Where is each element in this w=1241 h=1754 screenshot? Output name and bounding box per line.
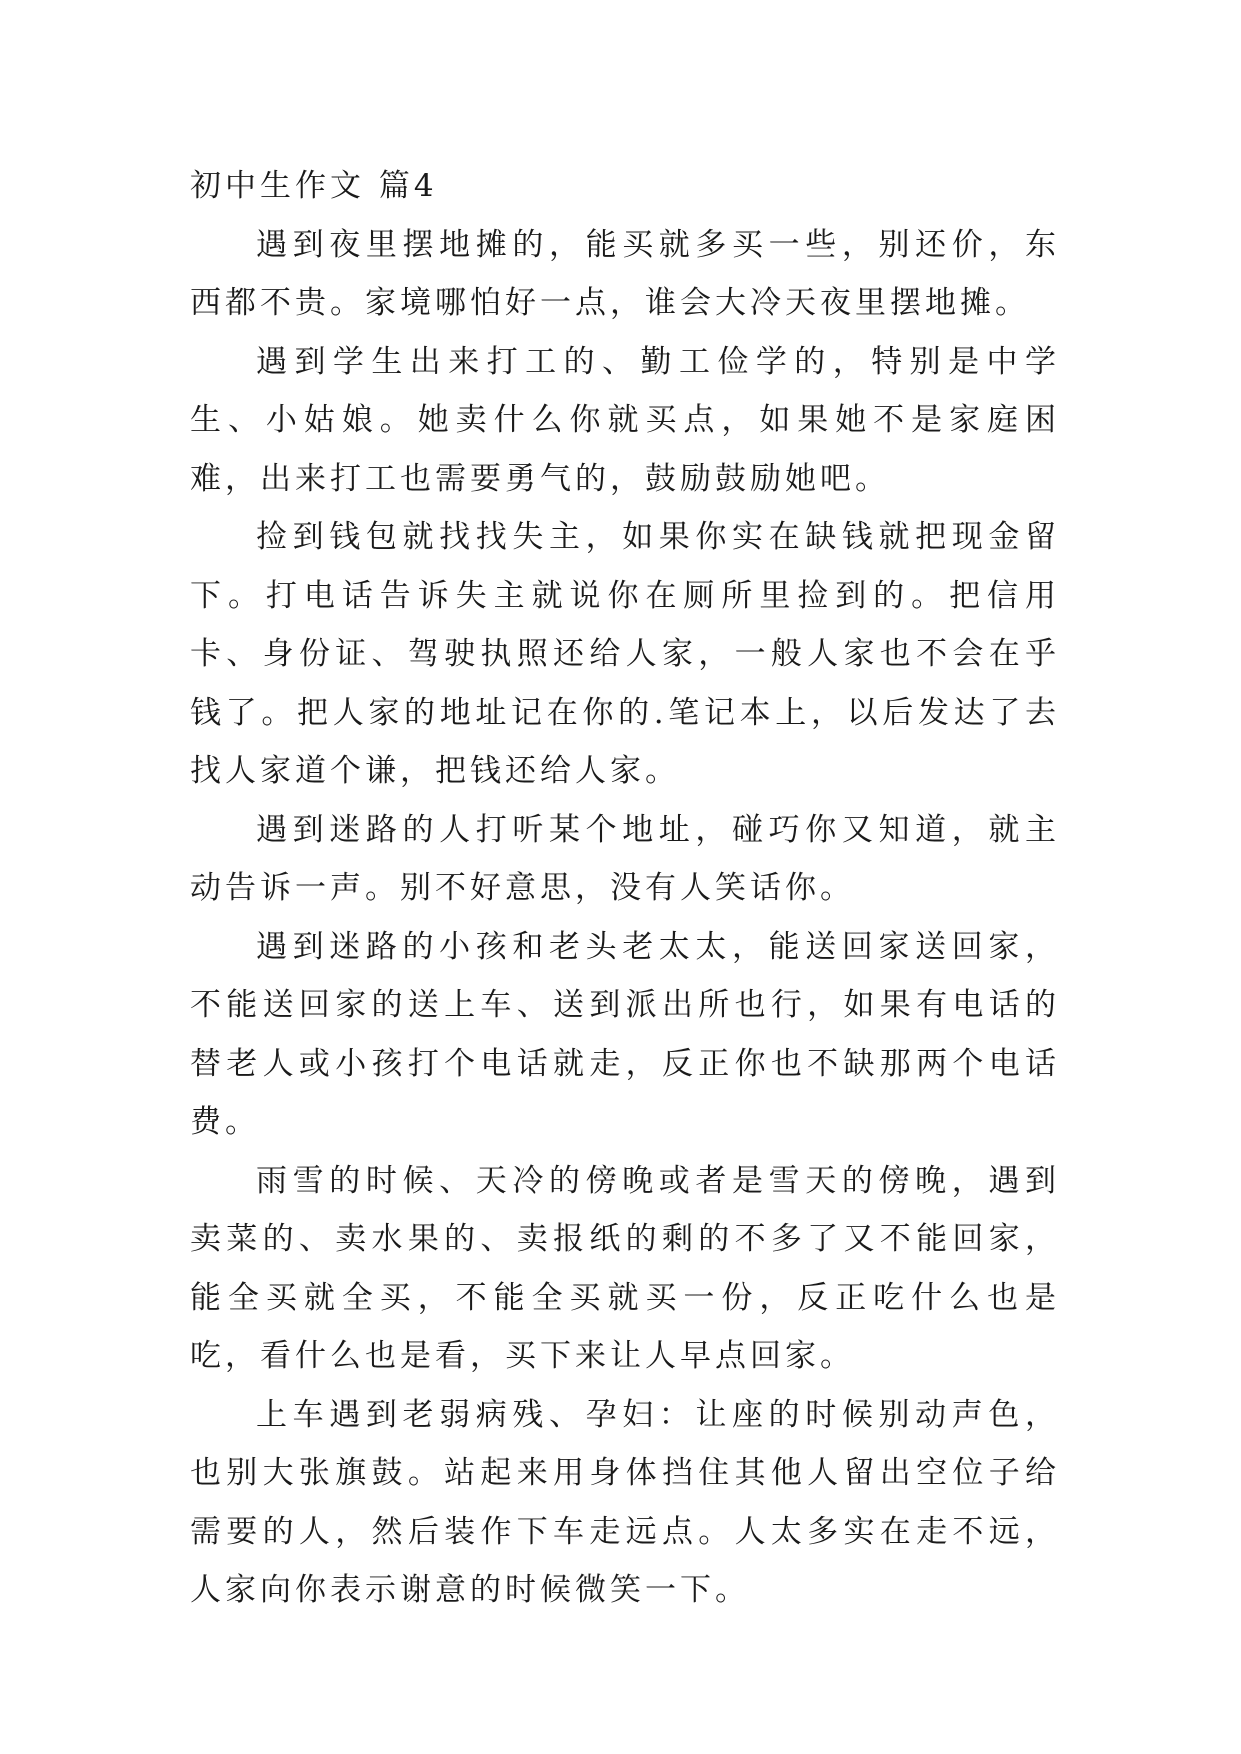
document-body — [190, 157, 1060, 1620]
paragraph: 捡到钱包就找找失主，如果你实在缺钱就把现金留下。打电话告诉失主就说你在厕所里捡到的。把信用卡、身份证、驾驶执照还给人家，一般人家也不会在乎钱了。把人家的地址记在你的.笔记本上，以后发达了去找人家道个谦，把钱还给人家。 — [190, 519, 1060, 789]
paragraph: 遇到夜里摆地摊的，能买就多买一些，别还价，东西都不贵。家境哪怕好一点，谁会大冷天夜里摆地摊。 — [190, 226, 1060, 321]
paragraph: 遇到迷路的人打听某个地址，碰巧你又知道，就主动告诉一声。别不好意思，没有人笑话你。 — [190, 811, 1060, 906]
paragraph: 遇到学生出来打工的、勤工俭学的，特别是中学生、小姑娘。她卖什么你就买点，如果她不是家庭困难，出来打工也需要勇气的，鼓励鼓励她吧。 — [190, 343, 1060, 497]
paragraph: 上车遇到老弱病残、孕妇：让座的时候别动声色，也别大张旗鼓。站起来用身体挡住其他人留出空位子给需要的人，然后装作下车走远点。人太多实在走不远，人家向你表示谢意的时候微笑一下。 — [190, 1396, 1060, 1608]
paragraph: 雨雪的时候、天冷的傍晚或者是雪天的傍晚，遇到卖菜的、卖水果的、卖报纸的剩的不多了又不能回家，能全买就全买，不能全买就买一份，反正吃什么也是吃，看什么也是看，买下来让人早点回家。 — [190, 1162, 1060, 1374]
document-title: 初中生作文 篇4 — [190, 168, 438, 204]
paragraph: 遇到迷路的小孩和老头老太太，能送回家送回家，不能送回家的送上车、送到派出所也行，如果有电话的替老人或小孩打个电话就走，反正你也不缺那两个电话费。 — [190, 928, 1060, 1140]
